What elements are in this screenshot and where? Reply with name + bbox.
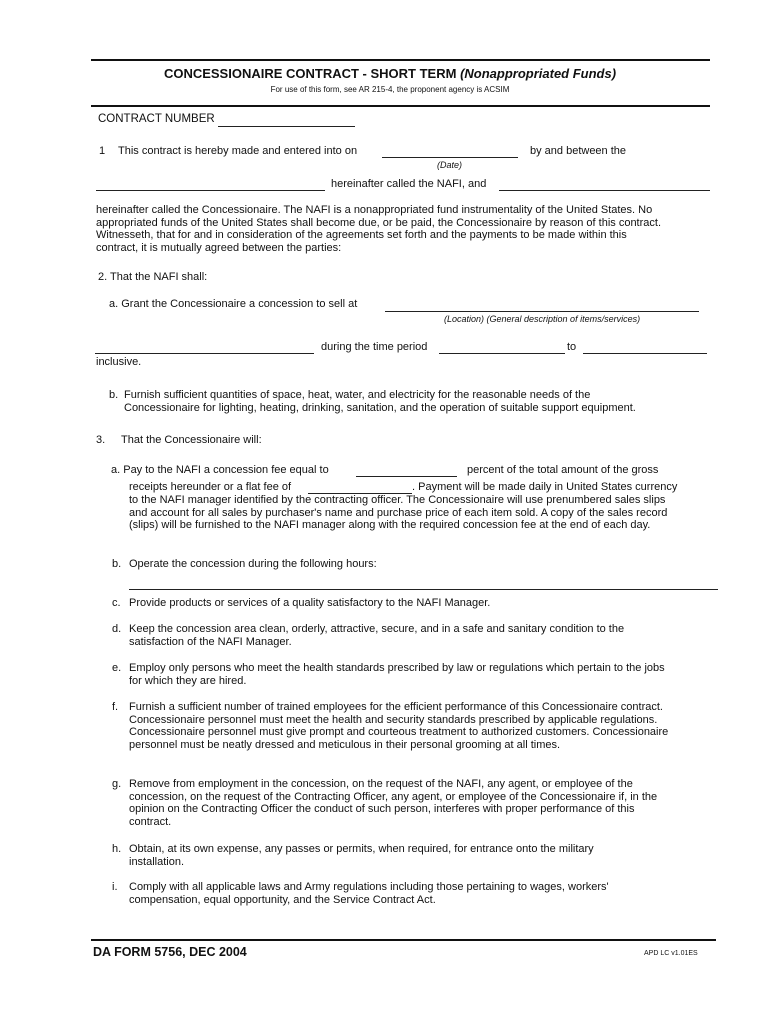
footer-rule xyxy=(91,939,716,941)
date-caption: (Date) xyxy=(437,160,463,170)
item-h-text: Obtain, at its own expense, any passes or permits, when required, for entrance onto the military installation. xyxy=(129,843,594,868)
item-b-text: Operate the concession during the following hours: xyxy=(129,558,377,570)
form-title xyxy=(0,66,770,81)
contract-date-field[interactable] xyxy=(382,157,518,158)
contract-number-label: CONTRACT NUMBER xyxy=(98,113,215,125)
header-bottom-rule xyxy=(91,105,710,107)
item-d-label: d. xyxy=(112,623,122,635)
item-g-label: g. xyxy=(112,778,122,790)
top-rule xyxy=(91,59,710,61)
form-id: DA FORM 5756, DEC 2004 xyxy=(93,945,247,959)
item-g-text: Remove from employment in the concession, on the request of the NAFI, any agent, or employee of the concession, on the request of the Contracting Officer, any agent, or employee of the Concessionaire if, in the opinion on the Contracting Officer the conduct of such person, interferes with proper performance of this contract. xyxy=(129,778,658,828)
section-2b-label: b. xyxy=(109,389,119,401)
location-field[interactable] xyxy=(385,311,699,312)
item-i-label: i. xyxy=(112,881,118,893)
form-version: APD LC v1.01ES xyxy=(644,950,698,957)
form-title-italic: (Nonappropriated Funds) xyxy=(460,66,617,81)
section-2b-text: Furnish sufficient quantities of space, heat, water, and electricity for the reasonable needs of the Concessionaire for lighting, heating, drinking, sanitation, and the operation of suitable support equipment. xyxy=(124,389,636,414)
payment-text: . Payment will be made daily in United States currency xyxy=(412,481,678,493)
item-b-label: b. xyxy=(112,558,122,570)
item-c-label: c. xyxy=(112,597,121,609)
form-title-main: CONCESSIONAIRE CONTRACT - SHORT TERM xyxy=(163,66,457,81)
item-d-text: Keep the concession area clean, orderly, attractive, secure, and in a safe and sanitary condition to the satisfaction of the NAFI Manager. xyxy=(129,623,625,648)
item-f-text: Furnish a sufficient number of trained employees for the efficient performance of this Concessionaire contract. Concessionaire personnel must meet the health and security standards prescribed by applicable regulations. Concessionaire personnel must give prompt and courteous treatment to authorized customers. Concessionaire personnel must be neatly dressed and meticulous in their personal grooming at all times. xyxy=(129,701,669,751)
time-period-text: during the time period xyxy=(321,341,428,353)
flat-fee-text: receipts hereunder or a flat fee of xyxy=(129,481,292,493)
item-c-text: Provide products or services of a quality satisfactory to the NAFI Manager. xyxy=(129,597,491,609)
nafi-name-field[interactable] xyxy=(96,190,325,191)
by-and-between-text: by and between the xyxy=(530,145,627,157)
section-1-body: hereinafter called the Concessionaire. The NAFI is a nonappropriated fund instrumentality of the United States. No appropriated funds of the United States shall become due, or be paid, the Concessionaire by reason of this contract. Witnesseth, that for and in consideration of the agreements set forth and the payments to be made within this contract, it is mutually agreed between the parties: xyxy=(96,204,662,254)
period-start-field[interactable] xyxy=(439,353,565,354)
section-2-heading: 2. That the NAFI shall: xyxy=(98,271,208,283)
percent-text: percent of the total amount of the gross xyxy=(467,464,659,476)
section-1-intro: This contract is hereby made and entered into on xyxy=(118,145,358,157)
location-caption: (Location) (General description of items/services) xyxy=(444,314,641,324)
item-h-label: h. xyxy=(112,843,122,855)
section-3-number: 3. xyxy=(96,434,106,446)
section-3a-text: a. Pay to the NAFI a concession fee equal to xyxy=(111,464,329,476)
form-subtitle: For use of this form, see AR 215-4, the proponent agency is ACSIM xyxy=(270,85,510,94)
section-3-heading: That the Concessionaire will: xyxy=(121,434,262,446)
period-end-field[interactable] xyxy=(583,353,707,354)
concessionaire-name-field[interactable] xyxy=(499,190,710,191)
nafi-text: hereinafter called the NAFI, and xyxy=(331,178,487,190)
item-e-label: e. xyxy=(112,662,122,674)
item-f-label: f. xyxy=(112,701,119,713)
section-2a-text: a. Grant the Concessionaire a concession to sell at xyxy=(109,298,358,310)
item-i-text: Comply with all applicable laws and Army regulations including those pertaining to wages, workers' compensation, equal opportunity, and the Service Contract Act. xyxy=(129,881,609,906)
inclusive-text: inclusive. xyxy=(96,356,142,368)
items-services-field[interactable] xyxy=(95,353,314,354)
percent-field[interactable] xyxy=(356,476,457,477)
to-text: to xyxy=(567,341,577,353)
item-e-text: Employ only persons who meet the health standards prescribed by law or regulations which pertain to the jobs for which they are hired. xyxy=(129,662,665,687)
contract-number-field[interactable] xyxy=(218,126,355,127)
section-1-number: 1 xyxy=(99,145,106,157)
operating-hours-field[interactable] xyxy=(129,589,718,590)
section-3a-body: to the NAFI manager identified by the contracting officer. The Concessionaire will use prenumbered sales slips and account for all sales by purchaser's name and purchase price of each item sold. A copy of the sales record (slips) will be furnished to the NAFI manager along with the required concession fee at the end of each day. xyxy=(129,494,668,532)
